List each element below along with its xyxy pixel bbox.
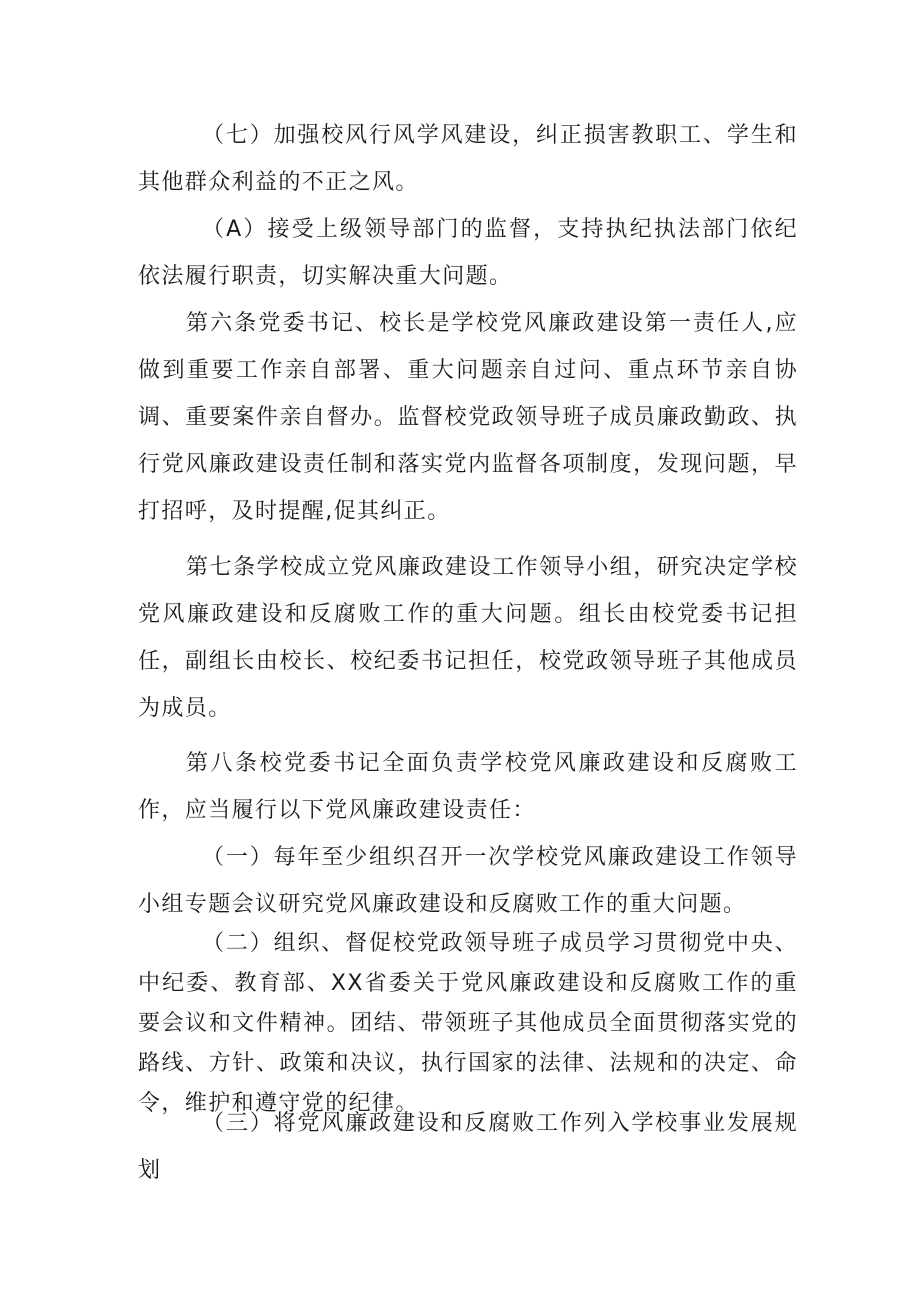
paragraph-item-8: （A）接受上级领导部门的监督，支持执纪执法部门依纪依法履行职责，切实解决重大问题。 bbox=[138, 217, 798, 289]
paragraph-article-8: 第八条校党委书记全面负责学校党风廉政建设和反腐败工作，应当履行以下党风廉政建设责任： bbox=[138, 751, 798, 823]
paragraph-duty-2: （二）组织、督促校党政领导班子成员学习贯彻党中央、中纪委、教育部、XX省委关于党风廉政建设和反腐败工作的重要会议和文件精神。团结、带领班子其他成员全面贯彻落实党的路线、方针、政策和决议，执行国家的法律、法规和的决定、命令，维护和遵守党的纪律。 bbox=[138, 931, 798, 1116]
paragraph-item-7: （七）加强校风行风学风建设，纠正损害教职工、学生和其他群众利益的不正之风。 bbox=[138, 123, 798, 195]
paragraph-duty-3: （三）将党风廉政建设和反腐败工作列入学校事业发展规划 bbox=[138, 1111, 798, 1183]
paragraph-article-7: 第七条学校成立党风廉政建设工作领导小组，研究决定学校党风廉政建设和反腐败工作的重大问题。组长由校党委书记担任，副组长由校长、校纪委书记担任，校党政领导班子其他成员为成员。 bbox=[138, 555, 798, 721]
paragraph-duty-1: （一）每年至少组织召开一次学校党风廉政建设工作领导小组专题会议研究党风廉政建设和反腐败工作的重大问题。 bbox=[138, 845, 798, 917]
paragraph-article-6: 第六条党委书记、校长是学校党风廉政建设第一责任人,应做到重要工作亲自部署、重大问题亲自过问、重点环节亲自协调、重要案件亲自督办。监督校党政领导班子成员廉政勤政、执行党风廉政建设责任制和落实党内监督各项制度，发现问题，早打招呼，及时提醒,促其纠正。 bbox=[138, 311, 798, 524]
